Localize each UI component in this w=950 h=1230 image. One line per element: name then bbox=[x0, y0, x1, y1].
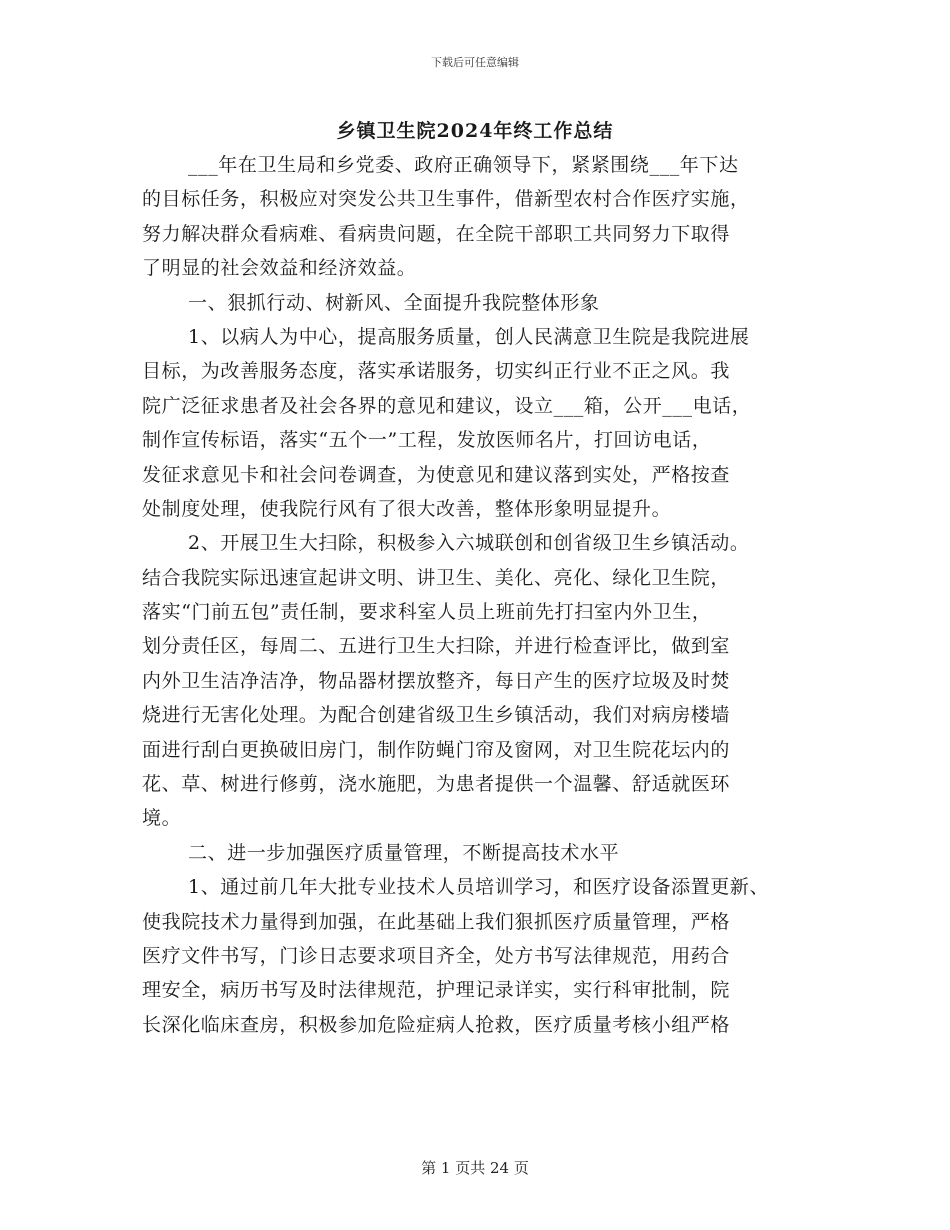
document-body bbox=[142, 148, 812, 1042]
text-line: 结合我院实际迅速宣起讲文明、讲卫生、美化、亮化、绿化卫生院， bbox=[142, 566, 731, 589]
text-line: 目标，为改善服务态度，落实承诺服务，切实纠正行业不正之风。我 bbox=[142, 360, 731, 383]
text-line: 一、狠抓行动、树新风、全面提升我院整体形象 bbox=[188, 291, 600, 314]
document-title: 乡镇卫生院2024年终工作总结 bbox=[336, 120, 614, 142]
text-line: 发征求意见卡和社会问卷调查，为使意见和建议落到实处，严格按查 bbox=[142, 463, 731, 486]
text-line: 2、开展卫生大扫除，积极参入六城联创和创省级卫生乡镇活动。 bbox=[188, 532, 750, 555]
text-line: 制作宣传标语，落实“五个一”工程，发放医师名片，打回访电话， bbox=[142, 429, 712, 452]
text-line: 理安全，病历书写及时法律规范，护理记录详实，实行科审批制，院 bbox=[142, 979, 731, 1002]
text-line: 二、进一步加强医疗质量管理，不断提高技术水平 bbox=[188, 841, 620, 864]
text-line: 了明显的社会效益和经济效益。 bbox=[142, 257, 417, 280]
text-line: 努力解决群众看病难、看病贵问题，在全院干部职工共同努力下取得 bbox=[142, 222, 731, 245]
text-line: 1、以病人为中心，提高服务质量，创人民满意卫生院是我院进展 bbox=[188, 325, 750, 348]
text-line: 的目标任务，积极应对突发公共卫生事件，借新型农村合作医疗实施， bbox=[142, 188, 750, 211]
text-line: ___年在卫生局和乡党委、政府正确领导下，紧紧围绕___年下达 bbox=[188, 154, 739, 176]
text-line: 烧进行无害化处理。为配合创建省级卫生乡镇活动，我们对病房楼墙 bbox=[142, 704, 731, 727]
header-note: 下载后可任意编辑 bbox=[431, 56, 519, 69]
text-line: 处制度处理，使我院行风有了很大改善，整体形象明显提升。 bbox=[142, 497, 672, 520]
text-line: 使我院技术力量得到加强，在此基础上我们狠抓医疗质量管理，严格 bbox=[142, 910, 731, 933]
page-footer: 第 1 页共 24 页 bbox=[421, 1159, 529, 1177]
text-line: 医疗文件书写，门诊日志要求项目齐全，处方书写法律规范，用药合 bbox=[142, 944, 731, 967]
text-line: 花、草、树进行修剪，浇水施肥，为患者提供一个温馨、舒适就医环 bbox=[142, 773, 731, 796]
text-line: 内外卫生洁净洁净，物品器材摆放整齐，每日产生的医疗垃圾及时焚 bbox=[142, 669, 731, 692]
text-line: 面进行刮白更换破旧房门，制作防蝇门帘及窗网，对卫生院花坛内的 bbox=[142, 738, 731, 761]
text-line: 境。 bbox=[142, 807, 182, 830]
text-line: 落实“门前五包”责任制，要求科室人员上班前先打扫室内外卫生， bbox=[142, 601, 712, 624]
text-line: 划分责任区，每周二、五进行卫生大扫除，并进行检查评比，做到室 bbox=[142, 635, 731, 658]
text-line: 院广泛征求患者及社会各界的意见和建议，设立___箱，公开___电话， bbox=[142, 394, 752, 417]
text-line: 长深化临床查房，积极参加危险症病人抢救，医疗质量考核小组严格 bbox=[142, 1013, 731, 1036]
text-line: 1、通过前几年大批专业技术人员培训学习，和医疗设备添置更新、 bbox=[188, 876, 770, 899]
